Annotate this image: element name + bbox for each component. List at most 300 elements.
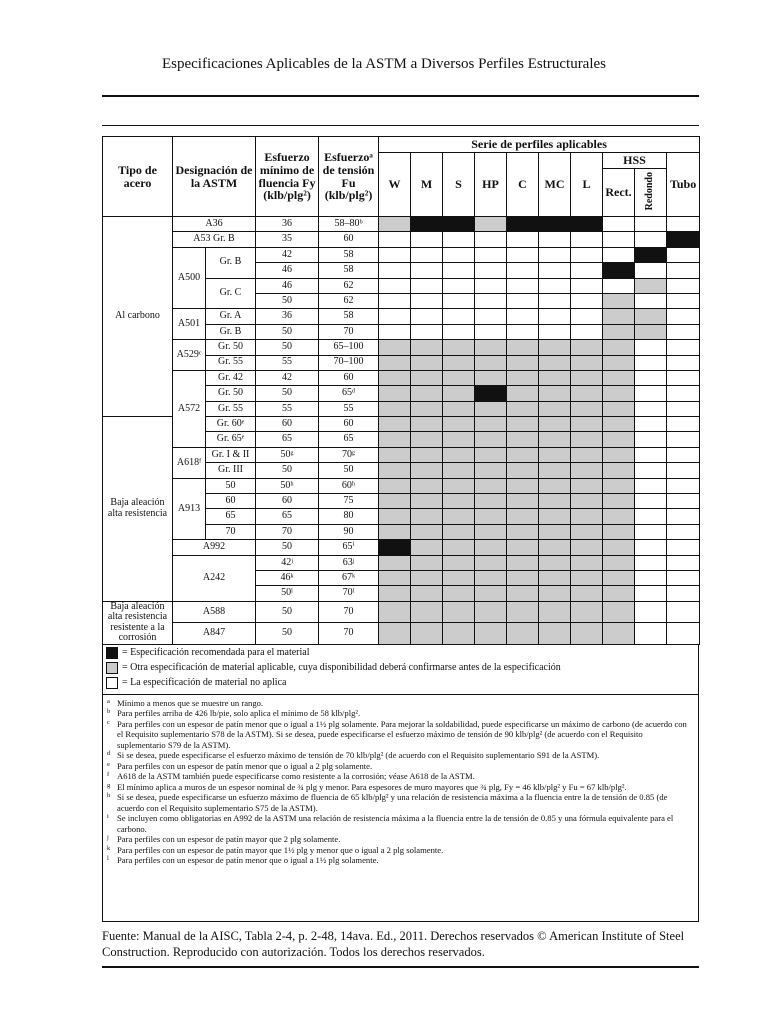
grade-cell: Gr. 65ᵉ — [206, 432, 256, 447]
shape-cell-l — [571, 309, 603, 324]
shape-cell-l — [571, 524, 603, 539]
shape-cell-s — [443, 623, 475, 645]
header-serie: Serie de perfiles aplicables — [379, 137, 700, 153]
shape-cell-l — [571, 432, 603, 447]
grade-cell: Gr. B — [206, 324, 256, 339]
spec-cell: A529ᶜ — [173, 340, 206, 371]
fy-cell: 50 — [256, 340, 319, 355]
shape-cell-c — [507, 232, 539, 247]
shape-cell-redondo — [635, 247, 667, 262]
shape-cell-c — [507, 309, 539, 324]
shape-cell-hp — [475, 386, 507, 401]
footnote-h — [107, 792, 692, 813]
table-row — [103, 232, 700, 247]
shape-cell-w — [379, 263, 411, 278]
grade-cell: 60 — [206, 494, 256, 509]
shape-cell-hp — [475, 293, 507, 308]
fy-cell: 70 — [256, 524, 319, 539]
fu-cell: 58 — [319, 309, 379, 324]
shape-cell-c — [507, 217, 539, 232]
shape-cell-tubo — [667, 293, 700, 308]
grade-cell: Gr. 55 — [206, 401, 256, 416]
shape-cell-redondo — [635, 509, 667, 524]
shape-cell-tubo — [667, 324, 700, 339]
shape-cell-w — [379, 432, 411, 447]
shape-cell-l — [571, 478, 603, 493]
shape-cell-l — [571, 293, 603, 308]
footnote-a — [107, 698, 692, 708]
shape-cell-s — [443, 278, 475, 293]
shape-cell-redondo — [635, 370, 667, 385]
shape-cell-rect — [603, 324, 635, 339]
footnote-text: Si se desea, puede especificarse un esfuerzo máximo de fluencia de 65 klb/plg² y una relación de resistencia máxima a la fluencia entre la de tensión de 0.85 (de acuerdo con el Requisito suplementario S75 de la ASTM). — [117, 792, 668, 813]
shape-cell-tubo — [667, 217, 700, 232]
shape-cell-mc — [539, 417, 571, 432]
header-designacion: Designación de la ASTM — [173, 137, 256, 217]
shape-cell-mc — [539, 478, 571, 493]
fy-cell: 50 — [256, 293, 319, 308]
shape-cell-hp — [475, 509, 507, 524]
shape-cell-m — [411, 417, 443, 432]
footnote-text: Para perfiles con un espesor de patín menor que o igual a 1½ plg solamente. — [117, 855, 379, 866]
fu-cell: 65 — [319, 432, 379, 447]
grade-cell: Gr. A — [206, 309, 256, 324]
shape-cell-s — [443, 370, 475, 385]
shape-cell-hp — [475, 478, 507, 493]
designation-cell: A992 — [173, 540, 256, 555]
fy-cell: 50 — [256, 540, 319, 555]
shape-cell-c — [507, 623, 539, 645]
footnote-c — [107, 719, 692, 750]
fu-cell: 70 — [319, 623, 379, 645]
shape-cell-m — [411, 263, 443, 278]
shape-cell-w — [379, 309, 411, 324]
shape-cell-tubo — [667, 478, 700, 493]
shape-cell-l — [571, 570, 603, 585]
shape-cell-redondo — [635, 417, 667, 432]
shape-cell-w — [379, 570, 411, 585]
footnote-key: e — [107, 760, 110, 768]
shape-cell-rect — [603, 278, 635, 293]
shape-cell-m — [411, 447, 443, 462]
shape-cell-hp — [475, 401, 507, 416]
shape-cell-w — [379, 478, 411, 493]
table-row — [103, 478, 700, 493]
header-shape-mc: MC — [539, 153, 571, 217]
shape-cell-c — [507, 447, 539, 462]
shape-cell-m — [411, 217, 443, 232]
shape-cell-m — [411, 463, 443, 478]
spec-cell: A618ᶠ — [173, 447, 206, 478]
shape-cell-w — [379, 601, 411, 623]
shape-cell-c — [507, 293, 539, 308]
shape-cell-redondo — [635, 340, 667, 355]
header-shape-w: W — [379, 153, 411, 217]
footnote-text: Para perfiles con un espesor de patín mayor que 2 plg solamente. — [117, 834, 341, 845]
shape-cell-l — [571, 263, 603, 278]
shape-cell-rect — [603, 309, 635, 324]
header-shape-hp: HP — [475, 153, 507, 217]
shape-cell-w — [379, 217, 411, 232]
shape-cell-l — [571, 370, 603, 385]
fu-cell: 60 — [319, 370, 379, 385]
steel-type-cell: Al carbono — [103, 217, 173, 417]
shape-cell-s — [443, 586, 475, 601]
table-row — [103, 555, 700, 570]
footnote-key: h — [107, 792, 111, 800]
fy-cell: 35 — [256, 232, 319, 247]
shape-cell-hp — [475, 540, 507, 555]
shape-cell-hp — [475, 263, 507, 278]
shape-cell-l — [571, 401, 603, 416]
shape-cell-s — [443, 463, 475, 478]
shape-cell-hp — [475, 217, 507, 232]
shape-cell-l — [571, 355, 603, 370]
spec-cell: A913 — [173, 478, 206, 540]
shape-cell-w — [379, 386, 411, 401]
footnote-key: k — [107, 844, 111, 852]
fy-cell: 65 — [256, 509, 319, 524]
shape-cell-w — [379, 232, 411, 247]
shape-cell-w — [379, 447, 411, 462]
shape-cell-rect — [603, 355, 635, 370]
fu-cell: 70ˡ — [319, 586, 379, 601]
shape-cell-c — [507, 370, 539, 385]
shape-cell-c — [507, 478, 539, 493]
shape-cell-redondo — [635, 324, 667, 339]
shape-cell-tubo — [667, 586, 700, 601]
shape-cell-mc — [539, 263, 571, 278]
shape-cell-l — [571, 586, 603, 601]
shape-cell-m — [411, 601, 443, 623]
grade-cell: 65 — [206, 509, 256, 524]
shape-cell-s — [443, 447, 475, 462]
shape-cell-tubo — [667, 417, 700, 432]
shape-cell-rect — [603, 401, 635, 416]
shape-cell-tubo — [667, 447, 700, 462]
shape-cell-redondo — [635, 386, 667, 401]
shape-cell-mc — [539, 524, 571, 539]
fu-cell: 80 — [319, 509, 379, 524]
shape-cell-mc — [539, 447, 571, 462]
shape-cell-mc — [539, 309, 571, 324]
shape-cell-tubo — [667, 540, 700, 555]
table-row — [103, 370, 700, 385]
shape-cell-rect — [603, 524, 635, 539]
shape-cell-m — [411, 232, 443, 247]
shape-cell-rect — [603, 623, 635, 645]
shape-cell-w — [379, 370, 411, 385]
shape-cell-m — [411, 340, 443, 355]
shape-cell-tubo — [667, 370, 700, 385]
shape-cell-redondo — [635, 263, 667, 278]
fy-cell: 46 — [256, 263, 319, 278]
header-tipo: Tipo de acero — [103, 137, 173, 217]
shape-cell-l — [571, 232, 603, 247]
footnote-key: l — [107, 855, 109, 863]
shape-cell-tubo — [667, 432, 700, 447]
footnote-b — [107, 708, 692, 718]
shape-cell-l — [571, 494, 603, 509]
fy-cell: 36 — [256, 309, 319, 324]
table-row — [103, 340, 700, 355]
fu-cell: 75 — [319, 494, 379, 509]
source-citation: Fuente: Manual de la AISC, Tabla 2-4, p. 2-48, 14ava. Ed., 2011. Derechos reservados © American Institute of Steel Construction. Reproducido con autorización. Todos los derechos reservados. — [102, 929, 685, 960]
shape-cell-m — [411, 524, 443, 539]
legend-swatch-black — [106, 647, 118, 659]
designation-cell: A53 Gr. B — [173, 232, 256, 247]
footnote-text: Para perfiles con un espesor de patín menor que o igual a 2 plg solamente. — [117, 760, 373, 771]
fy-cell: 50 — [256, 623, 319, 645]
shape-cell-mc — [539, 293, 571, 308]
fy-cell: 50ˡ — [256, 586, 319, 601]
fu-cell: 70 — [319, 324, 379, 339]
footnote-f — [107, 771, 692, 781]
table-row — [103, 217, 700, 232]
shape-cell-hp — [475, 417, 507, 432]
shape-cell-c — [507, 509, 539, 524]
shape-cell-s — [443, 309, 475, 324]
shape-cell-mc — [539, 217, 571, 232]
grade-cell: Gr. 50 — [206, 340, 256, 355]
shape-cell-rect — [603, 432, 635, 447]
shape-cell-rect — [603, 570, 635, 585]
shape-cell-s — [443, 232, 475, 247]
footnote-e — [107, 761, 692, 771]
shape-cell-c — [507, 494, 539, 509]
shape-cell-tubo — [667, 401, 700, 416]
fu-cell: 60 — [319, 232, 379, 247]
footnote-key: b — [107, 708, 111, 716]
footnote-key: d — [107, 750, 111, 758]
bottom-rule — [102, 966, 699, 968]
fu-cell: 58 — [319, 247, 379, 262]
legend-swatch-white — [106, 677, 118, 689]
shape-cell-redondo — [635, 570, 667, 585]
shape-cell-l — [571, 463, 603, 478]
shape-cell-redondo — [635, 524, 667, 539]
spec-cell: A242 — [173, 555, 256, 601]
footnote-text: Si se desea, puede especificarse el esfuerzo máximo de tensión de 70 klb/plg² (de acuerdo con el Requisito suplementario S91 de la ASTM). — [117, 750, 600, 761]
fy-cell: 55 — [256, 355, 319, 370]
shape-cell-c — [507, 570, 539, 585]
shape-cell-tubo — [667, 494, 700, 509]
shape-cell-w — [379, 555, 411, 570]
fu-cell: 58 — [319, 263, 379, 278]
shape-cell-mc — [539, 340, 571, 355]
shape-cell-w — [379, 524, 411, 539]
shape-cell-rect — [603, 232, 635, 247]
fy-cell: 65 — [256, 432, 319, 447]
header-hss: HSS — [603, 153, 667, 169]
shape-cell-mc — [539, 586, 571, 601]
fu-cell: 55 — [319, 401, 379, 416]
shape-cell-redondo — [635, 432, 667, 447]
shape-cell-s — [443, 263, 475, 278]
shape-cell-redondo — [635, 623, 667, 645]
legend-swatch-gray — [106, 662, 118, 674]
footnote-key: g — [107, 781, 111, 789]
header-shape-tubo: Tubo — [667, 153, 700, 217]
legend-label: = La especificación de material no aplica — [122, 677, 287, 688]
shape-cell-rect — [603, 478, 635, 493]
shape-cell-c — [507, 278, 539, 293]
grade-cell: Gr. 42 — [206, 370, 256, 385]
grade-cell: Gr. B — [206, 247, 256, 278]
shape-cell-m — [411, 386, 443, 401]
shape-cell-s — [443, 217, 475, 232]
table-row — [103, 540, 700, 555]
shape-cell-c — [507, 263, 539, 278]
footnote-text: El mínimo aplica a muros de un espesor nominal de ¾ plg y menor. Para espesores de muro mayores que ¾ plg, Fy = 46 klb/plg² y Fu = 67 klb/plg². — [117, 781, 627, 792]
shape-cell-c — [507, 386, 539, 401]
footnote-key: a — [107, 698, 110, 705]
shape-cell-mc — [539, 601, 571, 623]
shape-cell-m — [411, 309, 443, 324]
shape-cell-w — [379, 494, 411, 509]
fu-cell: 70–100 — [319, 355, 379, 370]
shape-cell-c — [507, 401, 539, 416]
fy-cell: 50ᵍ — [256, 447, 319, 462]
shape-cell-c — [507, 463, 539, 478]
shape-cell-hp — [475, 278, 507, 293]
shape-cell-tubo — [667, 263, 700, 278]
shape-cell-hp — [475, 309, 507, 324]
shape-cell-rect — [603, 601, 635, 623]
shape-cell-redondo — [635, 309, 667, 324]
shape-cell-w — [379, 509, 411, 524]
shape-cell-redondo — [635, 232, 667, 247]
shape-cell-redondo — [635, 355, 667, 370]
shape-cell-tubo — [667, 278, 700, 293]
fy-cell: 50 — [256, 324, 319, 339]
shape-cell-tubo — [667, 340, 700, 355]
shape-cell-tubo — [667, 555, 700, 570]
shape-cell-s — [443, 601, 475, 623]
shape-cell-mc — [539, 463, 571, 478]
shape-cell-redondo — [635, 447, 667, 462]
shape-cell-tubo — [667, 509, 700, 524]
shape-cell-s — [443, 247, 475, 262]
fu-cell: 67ᵏ — [319, 570, 379, 585]
shape-cell-rect — [603, 247, 635, 262]
shape-cell-mc — [539, 623, 571, 645]
grade-cell: Gr. 60ᵉ — [206, 417, 256, 432]
fu-cell: 65ᵈ — [319, 386, 379, 401]
fy-cell: 42 — [256, 370, 319, 385]
shape-cell-s — [443, 401, 475, 416]
shape-cell-l — [571, 601, 603, 623]
footnote-l — [107, 855, 692, 865]
shape-cell-tubo — [667, 570, 700, 585]
shape-cell-hp — [475, 623, 507, 645]
shape-cell-c — [507, 417, 539, 432]
shape-cell-l — [571, 540, 603, 555]
shape-cell-m — [411, 540, 443, 555]
footnote-text: Mínimo a menos que se muestre un rango. — [117, 698, 264, 708]
shape-cell-s — [443, 432, 475, 447]
shape-cell-rect — [603, 386, 635, 401]
shape-cell-rect — [603, 263, 635, 278]
shape-cell-mc — [539, 555, 571, 570]
shape-cell-redondo — [635, 401, 667, 416]
fy-cell: 50ʰ — [256, 478, 319, 493]
header-shape-l: L — [571, 153, 603, 217]
shape-cell-redondo — [635, 586, 667, 601]
shape-cell-hp — [475, 247, 507, 262]
shape-cell-s — [443, 540, 475, 555]
shape-cell-hp — [475, 586, 507, 601]
shape-cell-mc — [539, 324, 571, 339]
footnote-text: Se incluyen como obligatorias en A992 de la ASTM una relación de resistencia máxima a la fluencia entre la de tensión de 0.85 y una fórmula equivalente para el carbono. — [117, 813, 674, 834]
shape-cell-hp — [475, 232, 507, 247]
fy-cell: 36 — [256, 217, 319, 232]
shape-cell-mc — [539, 494, 571, 509]
shape-cell-hp — [475, 370, 507, 385]
grade-cell: Gr. III — [206, 463, 256, 478]
fy-cell: 60 — [256, 494, 319, 509]
footnotes — [102, 694, 699, 922]
shape-cell-w — [379, 293, 411, 308]
shape-cell-mc — [539, 570, 571, 585]
shape-cell-s — [443, 417, 475, 432]
footnote-key: c — [107, 718, 110, 726]
fy-cell: 46 — [256, 278, 319, 293]
shape-cell-rect — [603, 340, 635, 355]
header-fy: Esfuerzo mínimo de fluencia Fy (klb/plg²) — [256, 137, 319, 217]
header-shape-rect: Rect. — [603, 169, 635, 217]
shape-cell-hp — [475, 432, 507, 447]
footnote-text: Para perfiles arriba de 426 lb/pie, solo aplica el mínimo de 58 klb/plg². — [117, 708, 361, 719]
shape-cell-redondo — [635, 478, 667, 493]
shape-cell-hp — [475, 570, 507, 585]
shape-cell-s — [443, 324, 475, 339]
shape-cell-rect — [603, 293, 635, 308]
title-rule — [102, 95, 699, 97]
shape-cell-m — [411, 570, 443, 585]
shape-cell-redondo — [635, 217, 667, 232]
astm-spec-table — [102, 136, 700, 645]
fu-cell: 70ᵍ — [319, 447, 379, 462]
steel-type-cell: Baja aleación alta resistencia — [103, 417, 173, 602]
shape-cell-rect — [603, 509, 635, 524]
table-top-rule — [102, 125, 699, 126]
shape-cell-redondo — [635, 494, 667, 509]
fu-cell: 60 — [319, 417, 379, 432]
shape-cell-c — [507, 247, 539, 262]
shape-cell-tubo — [667, 463, 700, 478]
footnote-text: Para perfiles con un espesor de patín mayor que 1½ plg y menor que o igual a 2 plg solamente. — [117, 844, 444, 855]
shape-cell-redondo — [635, 555, 667, 570]
shape-cell-hp — [475, 555, 507, 570]
grade-cell: Gr. C — [206, 278, 256, 309]
shape-cell-m — [411, 293, 443, 308]
shape-cell-redondo — [635, 540, 667, 555]
shape-cell-rect — [603, 540, 635, 555]
shape-cell-l — [571, 623, 603, 645]
shape-cell-rect — [603, 447, 635, 462]
shape-cell-c — [507, 355, 539, 370]
shape-cell-s — [443, 570, 475, 585]
page-title: Especificaciones Aplicables de la ASTM a Diversos Perfiles Estructurales — [161, 56, 607, 72]
footnote-text: Para perfiles con un espesor de patín menor que o igual a 1½ plg solamente. Para mejorar la soldabilidad, puede especificarse un máximo de carbono (de acuerdo con el Requisito suplementario S78 de la ASTM). Si se desea, puede especificarse el esfuerzo máximo de tensión de 90 klb/plg² (de acuerdo con el Requisito suplementario S79 de la ASTM). — [117, 718, 687, 750]
legend — [102, 645, 699, 695]
fu-cell: 70 — [319, 601, 379, 623]
shape-cell-m — [411, 509, 443, 524]
shape-cell-l — [571, 217, 603, 232]
footnote-key: i — [107, 813, 109, 821]
shape-cell-l — [571, 247, 603, 262]
